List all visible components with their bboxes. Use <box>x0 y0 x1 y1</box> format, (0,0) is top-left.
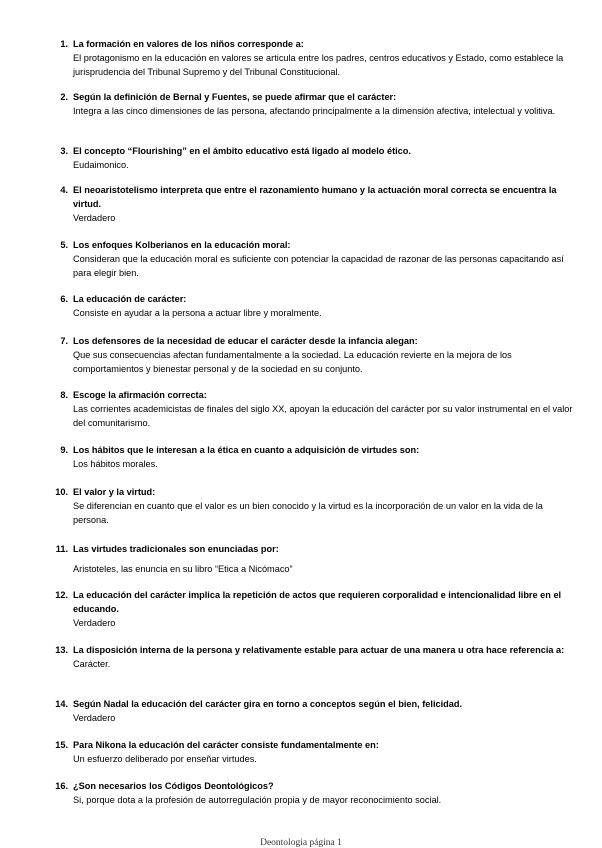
answer-text: Eudaimonico. <box>73 160 129 171</box>
question-text: ¿Son necesarios los Códigos Deontológicos? <box>73 781 274 791</box>
question-text: Los enfoques Kolberianos en la educación moral: <box>73 240 291 250</box>
question-text: El valor y la virtud: <box>73 487 156 497</box>
question-block-14 <box>50 697 580 725</box>
question-text: Según Nadal la educación del carácter gira en torno a conceptos según el bien, felicidad. <box>73 699 463 709</box>
question-block-10 <box>50 485 580 528</box>
question-number: 14. <box>55 699 68 709</box>
answer-text: Integra a las cinco dimensiones de las persona, afectando principalmente a la dimensión afectiva, intelectual y volitiva. <box>73 106 556 117</box>
question-block-7 <box>50 334 580 377</box>
answer-text: Que sus consecuencias afectan fundamentalmente a la sociedad. La educación revierte en la mejora de los comportamientos y bienestar personal y de la sociedad en su conjunto. <box>73 350 512 375</box>
answer-text: Se diferencian en cuanto que el valor es un bien conocido y la virtud es la incorporación de un valor en la vida de la persona. <box>73 501 543 526</box>
question-block-5 <box>50 238 580 281</box>
question-block-16 <box>50 779 580 807</box>
question-block-8 <box>50 388 580 431</box>
question-text: Para Nikona la educación del carácter consiste fundamentalmente en: <box>73 740 379 750</box>
question-text: El concepto “Flourishing” en el ámbito educativo está ligado al modelo ético. <box>73 146 411 156</box>
question-text: El neoaristotelismo interpreta que entre el razonamiento humano y la actuación moral correcta se encuentra la virtud. <box>73 185 557 210</box>
question-text: La educación del carácter implica la repetición de actos que requieren corporalidad e intencionalidad libre en el educando. <box>73 590 562 615</box>
question-block-6 <box>50 292 580 320</box>
question-text: Escoge la afirmación correcta: <box>73 390 207 400</box>
question-block-9 <box>50 443 580 471</box>
page-footer: Deontologia página 1 <box>260 838 342 848</box>
answer-text: Consiste en ayudar a la persona a actuar libre y moralmente. <box>73 308 322 319</box>
question-number: 2. <box>60 92 68 102</box>
question-block-15 <box>50 738 580 766</box>
question-number: 9. <box>60 445 68 455</box>
question-text: Según la definición de Bernal y Fuentes, se puede afirmar que el carácter: <box>73 92 397 102</box>
question-block-4 <box>50 183 580 226</box>
answer-text: Si, porque dota a la profesión de autorregulación propia y de mayor reconocimiento social. <box>73 795 442 806</box>
answer-text: Las corrientes academicistas de finales del siglo XX, apoyan la educación del carácter por su valor instrumental en el valor del comunitarismo. <box>73 404 573 429</box>
answer-text: Un esfuerzo deliberado por enseñar virtudes. <box>73 754 257 765</box>
question-block-2 <box>50 90 580 118</box>
question-text: La educación de carácter: <box>73 294 187 304</box>
question-number: 6. <box>60 294 68 304</box>
question-number: 7. <box>60 336 68 346</box>
question-text: Las virtudes tradicionales son enunciadas por: <box>73 544 279 554</box>
answer-text: El protagonismo en la educación en valores se articula entre los padres, centros educativos y Estado, como establece la jurisprudencia del Tribunal Supremo y del Tribunal Constitucional. <box>73 53 564 78</box>
answer-text: Verdadero <box>73 213 116 224</box>
question-number: 8. <box>60 390 68 400</box>
question-number: 16. <box>55 781 68 791</box>
question-block-13 <box>50 643 580 671</box>
question-text: La formación en valores de los niños corresponde a: <box>73 39 304 49</box>
question-block-3 <box>50 144 580 172</box>
question-block-12 <box>50 588 580 631</box>
question-number: 13. <box>55 645 68 655</box>
answer-text: Aristoteles, las enuncia en su libro “Etica a Nicómaco” <box>73 564 293 575</box>
answer-text: Verdadero <box>73 618 116 629</box>
question-number: 15. <box>55 740 68 750</box>
question-number: 4. <box>60 185 68 195</box>
question-number: 11. <box>55 544 68 554</box>
question-text: La disposición interna de la persona y relativamente estable para actuar de una manera u otra hace referencia a: <box>73 645 565 655</box>
answer-text: Los hábitos morales. <box>73 459 158 470</box>
question-block-1 <box>50 37 580 80</box>
question-number: 12. <box>55 590 68 600</box>
question-number: 10. <box>55 487 68 497</box>
question-number: 1. <box>60 39 68 49</box>
question-text: Los hábitos que le interesan a la ética en cuanto a adquisición de virtudes son: <box>73 445 420 455</box>
question-number: 5. <box>60 240 68 250</box>
answer-text: Carácter. <box>73 659 111 670</box>
answer-text: Verdadero <box>73 713 116 724</box>
question-number: 3. <box>60 146 68 156</box>
answer-text: Consideran que la educación moral es suficiente con potenciar la capacidad de razonar de las personas capacitando así para elegir bien. <box>73 254 564 279</box>
question-block-11 <box>50 542 580 576</box>
question-text: Los defensores de la necesidad de educar el carácter desde la infancia alegan: <box>73 336 418 346</box>
